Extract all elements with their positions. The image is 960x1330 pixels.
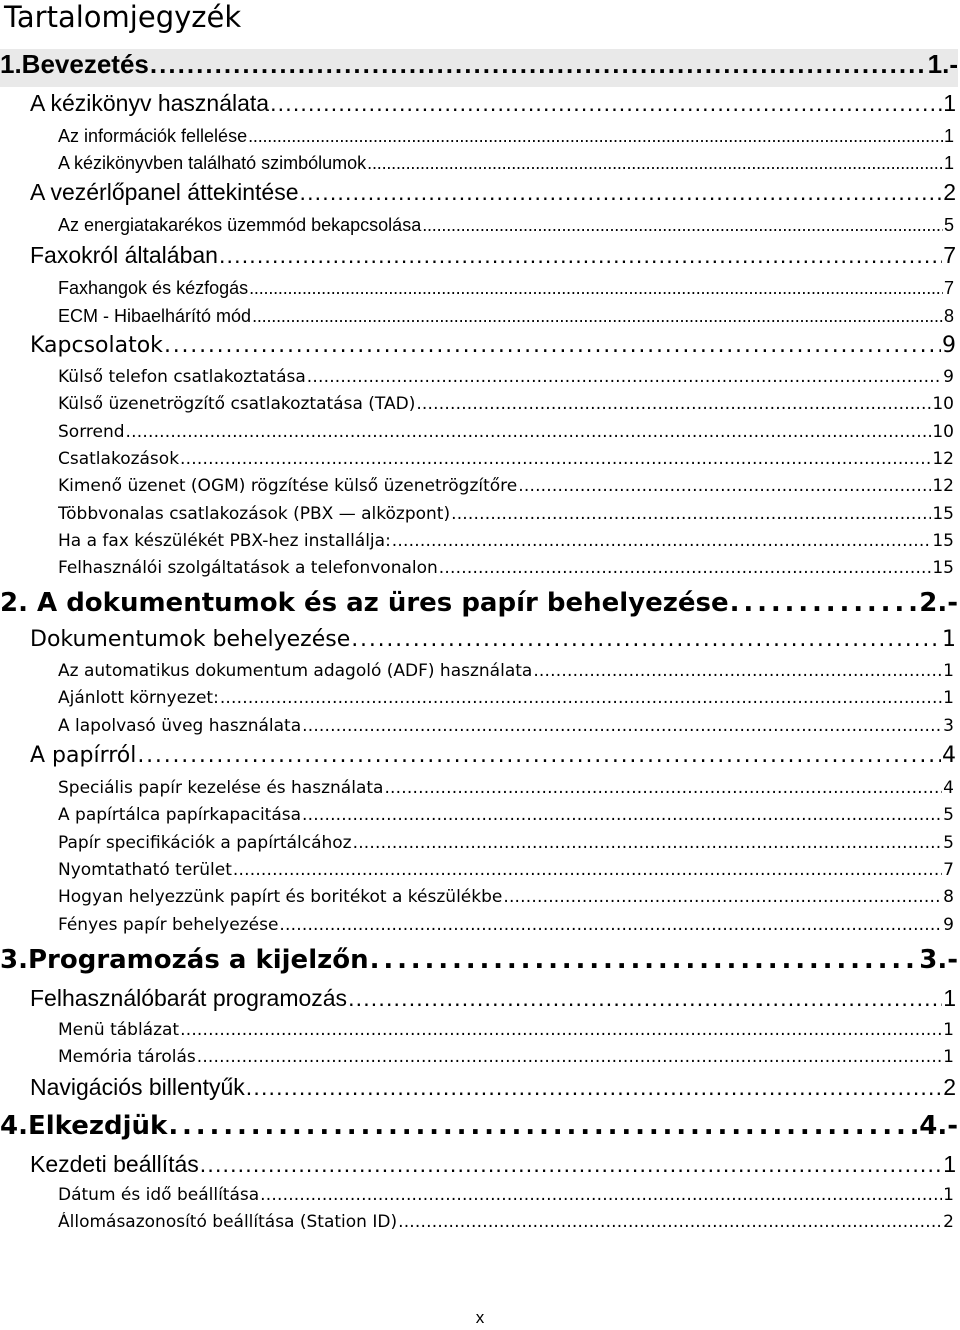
toc-section[interactable] [30, 242, 956, 272]
dot-leader [348, 985, 942, 1012]
toc-page: 1 [942, 627, 956, 652]
dot-leader [367, 153, 943, 174]
toc-section[interactable] [30, 333, 956, 363]
toc-subsection[interactable] [58, 531, 954, 557]
dot-leader [137, 743, 941, 768]
toc-subsection[interactable] [58, 449, 954, 475]
toc-label: Nyomtatható terület [58, 860, 232, 880]
toc-label: A vezérlőpanel áttekintése [30, 179, 299, 205]
toc-subsection[interactable] [58, 504, 954, 530]
toc-page: 1 [943, 1020, 954, 1040]
toc-label: Kezdeti beállítás [30, 1151, 199, 1177]
toc-label: Felhasználóbarát programozás [30, 985, 348, 1011]
dot-leader [260, 1185, 942, 1205]
toc-subsection[interactable] [58, 394, 954, 420]
toc-label: A kézikönyv használata [30, 90, 270, 116]
toc-page: 1 [943, 688, 954, 708]
toc-subsection[interactable] [58, 558, 954, 584]
toc-page: 12 [932, 449, 954, 469]
toc-label: 1.Bevezetés [0, 49, 149, 79]
dot-leader [351, 627, 941, 652]
toc-label: Papír specifikációk a papírtálcához [58, 833, 352, 853]
toc-section[interactable] [30, 90, 956, 120]
toc-page: 4 [943, 778, 954, 798]
toc-page: 15 [932, 504, 954, 524]
toc-page: 1.- [927, 49, 958, 79]
toc-subsection[interactable] [58, 215, 954, 241]
toc-page: 5 [943, 833, 954, 853]
toc-page: 1 [943, 1047, 954, 1067]
dot-leader [270, 90, 942, 117]
toc-label: ECM - Hibaelhárító mód [58, 306, 252, 326]
dot-leader [248, 126, 943, 147]
dot-leader [392, 531, 932, 551]
toc-page: 7 [943, 242, 956, 268]
toc-label: Az energiatakarékos üzemmód bekapcsolása [58, 215, 422, 235]
toc-subsection[interactable] [58, 1020, 954, 1046]
dot-leader [197, 1047, 942, 1067]
toc-page: 5 [943, 215, 954, 235]
toc-page: 2 [943, 1074, 956, 1100]
toc-label: Hogyan helyezzünk papírt és boritékot a készülékbe [58, 887, 503, 907]
dot-leader [164, 333, 941, 358]
toc-label: Menü táblázat [58, 1020, 180, 1040]
toc-label: 3.Programozás a kijelzőn [0, 945, 369, 975]
dot-leader [307, 367, 942, 387]
toc-subsection[interactable] [58, 1212, 954, 1238]
toc-page: 15 [932, 531, 954, 551]
toc-label: Kimenő üzenet (OGM) rögzítése külső üzenetrögzítőre [58, 476, 518, 496]
toc-subsection[interactable] [58, 688, 954, 714]
dot-leader [180, 449, 931, 469]
toc-label: A papírtálca papírkapacitása [58, 805, 302, 825]
dot-leader [353, 833, 943, 853]
toc-page: 3.- [919, 945, 958, 975]
dot-leader [533, 661, 942, 681]
toc-label: A kézikönyvben található szimbólumok [58, 153, 367, 173]
toc-label: Állomásazonosító beállítása (Station ID) [58, 1212, 398, 1232]
toc-page: 9 [943, 915, 954, 935]
dot-leader [168, 1111, 918, 1141]
toc-subsection[interactable] [58, 860, 954, 886]
toc-subsection[interactable] [58, 805, 954, 831]
dot-leader [150, 49, 927, 80]
toc-page: 1 [943, 1151, 956, 1177]
toc-page: 3 [943, 716, 954, 736]
toc-label: Ajánlott környezet: [58, 688, 219, 708]
toc-subsection[interactable] [58, 1047, 954, 1073]
dot-leader [300, 179, 943, 206]
toc-label: Speciális papír kezelése és használata [58, 778, 384, 798]
toc-label: Külső telefon csatlakoztatása [58, 367, 306, 387]
dot-leader [302, 716, 942, 736]
toc-page: 9 [942, 333, 956, 358]
toc-page: 2.- [919, 588, 958, 618]
toc-page: 4.- [919, 1111, 958, 1141]
toc-label: Kapcsolatok [30, 333, 163, 358]
dot-leader [233, 860, 942, 880]
toc-subsection[interactable] [58, 422, 954, 448]
page-number-footer: x [475, 1308, 485, 1327]
toc-label: Memória tárolás [58, 1047, 196, 1067]
dot-leader [249, 278, 943, 299]
toc-page: 8 [943, 887, 954, 907]
toc-page: 7 [943, 860, 954, 880]
toc-subsection[interactable] [58, 306, 954, 332]
dot-leader [219, 242, 942, 269]
dot-leader [730, 588, 919, 618]
dot-leader [416, 394, 931, 414]
toc-subsection[interactable] [58, 126, 954, 152]
toc-section[interactable] [30, 743, 956, 773]
toc-page: 1 [943, 153, 954, 173]
toc-label: Dátum és idő beállítása [58, 1185, 260, 1205]
toc-subsection[interactable] [58, 833, 954, 859]
toc-page: 1 [943, 126, 954, 146]
toc-chapter-3[interactable] [0, 945, 958, 983]
toc-section[interactable] [30, 627, 956, 657]
page-title: Tartalomjegyzék [4, 0, 242, 34]
dot-leader [126, 422, 932, 442]
toc-label: Külső üzenetrögzítő csatlakoztatása (TAD) [58, 394, 416, 414]
toc-section[interactable] [30, 179, 956, 209]
toc-label: A papírról [30, 743, 137, 768]
toc-chapter-4[interactable] [0, 1111, 958, 1149]
toc-label: Többvonalas csatlakozások (PBX — alközpont) [58, 504, 451, 524]
toc-subsection[interactable] [58, 153, 954, 179]
toc-page: 2 [943, 179, 956, 205]
toc-subsection[interactable] [58, 1185, 954, 1211]
toc-label: Faxokról általában [30, 242, 218, 268]
dot-leader [518, 476, 931, 496]
toc-page: 4 [942, 743, 956, 768]
toc-section[interactable] [30, 1151, 956, 1181]
toc-page: 1 [943, 1185, 954, 1205]
toc-page: 7 [943, 278, 954, 298]
toc-page: 8 [943, 306, 954, 326]
toc-page: 10 [932, 422, 954, 442]
toc-page: 2 [943, 1212, 954, 1232]
dot-leader [422, 215, 943, 236]
toc-page: 12 [932, 476, 954, 496]
toc-page: 5 [943, 805, 954, 825]
toc-label: Az automatikus dokumentum adagoló (ADF) használata [58, 661, 533, 681]
dot-leader [370, 945, 919, 975]
dot-leader [252, 306, 943, 327]
dot-leader [384, 778, 942, 798]
dot-leader [200, 1151, 942, 1178]
toc-label: Felhasználói szolgáltatások a telefonvonalon [58, 558, 438, 578]
toc-page: 15 [932, 558, 954, 578]
dot-leader [220, 688, 942, 708]
toc-label: Csatlakozások [58, 449, 180, 469]
dot-leader [279, 915, 942, 935]
toc-chapter-2[interactable] [0, 588, 958, 626]
dot-leader [398, 1212, 942, 1232]
toc-chapter-1[interactable] [0, 49, 958, 87]
toc-subsection[interactable] [58, 778, 954, 804]
toc-label: 4.Elkezdjük [0, 1111, 168, 1141]
toc-label: Az információk fellelése [58, 126, 248, 146]
dot-leader [302, 805, 942, 825]
toc-page: 1 [943, 661, 954, 681]
toc-label: Navigációs billentyűk [30, 1074, 245, 1100]
dot-leader [451, 504, 931, 524]
toc-label: Sorrend [58, 422, 125, 442]
toc-subsection[interactable] [58, 476, 954, 502]
toc-label: Ha a fax készülékét PBX-hez installálja: [58, 531, 391, 551]
dot-leader [246, 1074, 942, 1101]
toc-subsection[interactable] [58, 367, 954, 393]
toc-subsection[interactable] [58, 887, 954, 913]
toc-section[interactable] [30, 985, 956, 1015]
toc-label: Fényes papír behelyezése [58, 915, 279, 935]
toc-label: A lapolvasó üveg használata [58, 716, 302, 736]
toc-page: 1 [943, 985, 956, 1011]
toc-page: 1 [943, 90, 956, 116]
toc-label: 2. A dokumentumok és az üres papír behelyezése [0, 588, 729, 618]
toc-page: 9 [943, 367, 954, 387]
toc-label: Dokumentumok behelyezése [30, 627, 351, 652]
toc-subsection[interactable] [58, 915, 954, 941]
dot-leader [439, 558, 932, 578]
toc-subsection[interactable] [58, 716, 954, 742]
dot-leader [503, 887, 942, 907]
toc-section[interactable] [30, 1074, 956, 1104]
toc-subsection[interactable] [58, 278, 954, 304]
toc-label: Faxhangok és kézfogás [58, 278, 249, 298]
dot-leader [180, 1020, 942, 1040]
toc-page: 10 [932, 394, 954, 414]
toc-subsection[interactable] [58, 661, 954, 687]
